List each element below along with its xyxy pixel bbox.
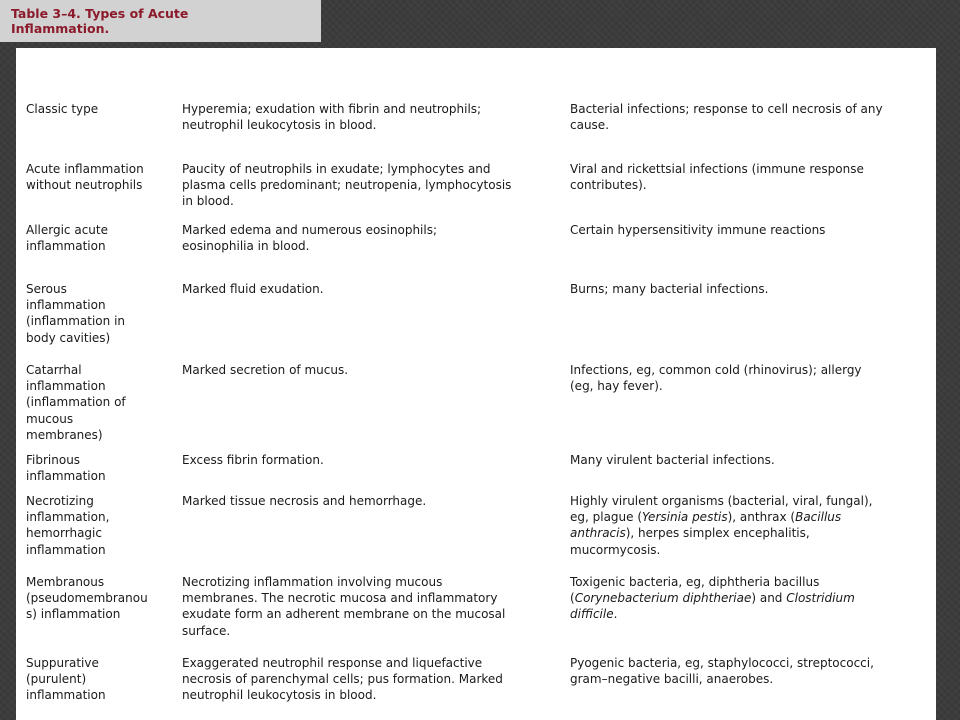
causes-line: contributes).: [570, 178, 647, 193]
causes-line: cause.: [570, 118, 610, 133]
causes-cell: [570, 574, 930, 623]
type-line: mucous: [26, 411, 74, 426]
features-line: Marked secretion of mucus.: [182, 363, 349, 377]
type-line: s) inflammation: [26, 607, 121, 622]
features-line: Exaggerated neutrophil response and liquefactive: [182, 656, 483, 670]
features-cell: [182, 101, 552, 133]
type-line: hemorrhagic: [26, 526, 102, 541]
causes-line: Toxigenic bacteria, eg, diphtheria bacillus: [570, 575, 820, 589]
table-title: [11, 6, 311, 36]
causes-line: Viral and rickettsial infections (immune response: [570, 162, 864, 176]
type-line: Serous: [26, 282, 67, 296]
features-line: neutrophil leukocytosis in blood.: [182, 688, 377, 703]
causes-line: mucormycosis.: [570, 542, 661, 557]
features-line: Paucity of neutrophils in exudate; lymphocytes and: [182, 162, 491, 176]
inflammation-type-cell: [26, 574, 161, 623]
type-line: Catarrhal: [26, 363, 82, 377]
type-line: Membranous: [26, 575, 105, 589]
features-cell: [182, 222, 552, 254]
type-line: Acute inflammation: [26, 162, 144, 176]
causes-line: Bacterial infections; response to cell necrosis of any: [570, 102, 883, 116]
type-line: Allergic acute: [26, 223, 108, 237]
table-title-line-2: Inflammation.: [11, 21, 110, 36]
features-cell: [182, 493, 552, 509]
features-line: in blood.: [182, 194, 234, 209]
features-cell: [182, 452, 552, 468]
table-title-line-1: Table 3–4. Types of Acute: [11, 6, 189, 21]
features-cell: [182, 281, 552, 297]
type-line: inflammation: [26, 469, 106, 484]
features-cell: [182, 574, 552, 639]
causes-line: Infections, eg, common cold (rhinovirus); allergy: [570, 363, 862, 377]
inflammation-type-cell: [26, 281, 161, 346]
table-panel: [16, 48, 936, 720]
type-line: inflammation: [26, 379, 106, 394]
causes-line: Highly virulent organisms (bacterial, viral, fungal),: [570, 494, 873, 508]
inflammation-type-cell: [26, 452, 161, 484]
causes-line: gram–negative bacilli, anaerobes.: [570, 672, 774, 687]
causes-cell: [570, 493, 930, 558]
features-line: surface.: [182, 623, 231, 638]
causes-line: eg, plague (Yersinia pestis), anthrax (Bacillus: [570, 510, 842, 525]
type-line: without neutrophils: [26, 178, 143, 193]
causes-line: difficile.: [570, 607, 618, 622]
features-line: exudate form an adherent membrane on the mucosal: [182, 607, 506, 622]
causes-cell: [570, 452, 930, 468]
features-line: Hyperemia; exudation with fibrin and neutrophils;: [182, 102, 482, 116]
causes-cell: [570, 655, 930, 687]
inflammation-type-cell: [26, 101, 161, 117]
type-line: (inflammation in: [26, 314, 126, 329]
features-line: neutrophil leukocytosis in blood.: [182, 118, 377, 133]
features-cell: [182, 362, 552, 378]
inflammation-type-cell: [26, 493, 161, 558]
inflammation-type-cell: [26, 362, 161, 443]
causes-line: (eg, hay fever).: [570, 379, 663, 394]
type-line: inflammation: [26, 688, 106, 703]
type-line: inflammation: [26, 239, 106, 254]
inflammation-type-cell: [26, 161, 161, 193]
features-line: plasma cells predominant; neutropenia, lymphocytosis: [182, 178, 512, 193]
type-line: Necrotizing: [26, 494, 94, 508]
causes-cell: [570, 101, 930, 133]
type-line: (pseudomembranou: [26, 591, 148, 606]
features-line: Necrotizing inflammation involving mucous: [182, 575, 443, 589]
type-line: (inflammation of: [26, 395, 126, 410]
type-line: membranes): [26, 427, 103, 442]
causes-cell: [570, 222, 930, 238]
type-line: Fibrinous: [26, 453, 81, 467]
inflammation-type-cell: [26, 655, 161, 704]
features-line: membranes. The necrotic mucosa and inflammatory: [182, 591, 498, 606]
type-line: body cavities): [26, 330, 111, 345]
features-line: necrosis of parenchymal cells; pus formation. Marked: [182, 672, 503, 687]
causes-cell: [570, 281, 930, 297]
causes-line: Pyogenic bacteria, eg, staphylococci, streptococci,: [570, 656, 874, 670]
causes-line: (Corynebacterium diphtheriae) and Clostridium: [570, 591, 855, 606]
inflammation-type-cell: [26, 222, 161, 254]
features-line: Excess fibrin formation.: [182, 453, 324, 467]
features-cell: [182, 655, 552, 704]
type-line: (purulent): [26, 672, 87, 687]
causes-cell: [570, 362, 930, 394]
type-line: Suppurative: [26, 656, 99, 670]
features-line: Marked fluid exudation.: [182, 282, 324, 296]
type-line: inflammation: [26, 298, 106, 313]
causes-line: Many virulent bacterial infections.: [570, 453, 775, 467]
causes-cell: [570, 161, 930, 193]
table-title-tab: [0, 0, 321, 42]
type-line: Classic type: [26, 102, 99, 116]
type-line: inflammation,: [26, 510, 110, 525]
causes-line: anthracis), herpes simplex encephalitis,: [570, 526, 810, 541]
features-line: Marked edema and numerous eosinophils;: [182, 223, 438, 237]
features-cell: [182, 161, 552, 210]
causes-line: Certain hypersensitivity immune reactions: [570, 223, 826, 237]
causes-line: Burns; many bacterial infections.: [570, 282, 769, 296]
features-line: Marked tissue necrosis and hemorrhage.: [182, 494, 427, 508]
features-line: eosinophilia in blood.: [182, 239, 310, 254]
type-line: inflammation: [26, 542, 106, 557]
